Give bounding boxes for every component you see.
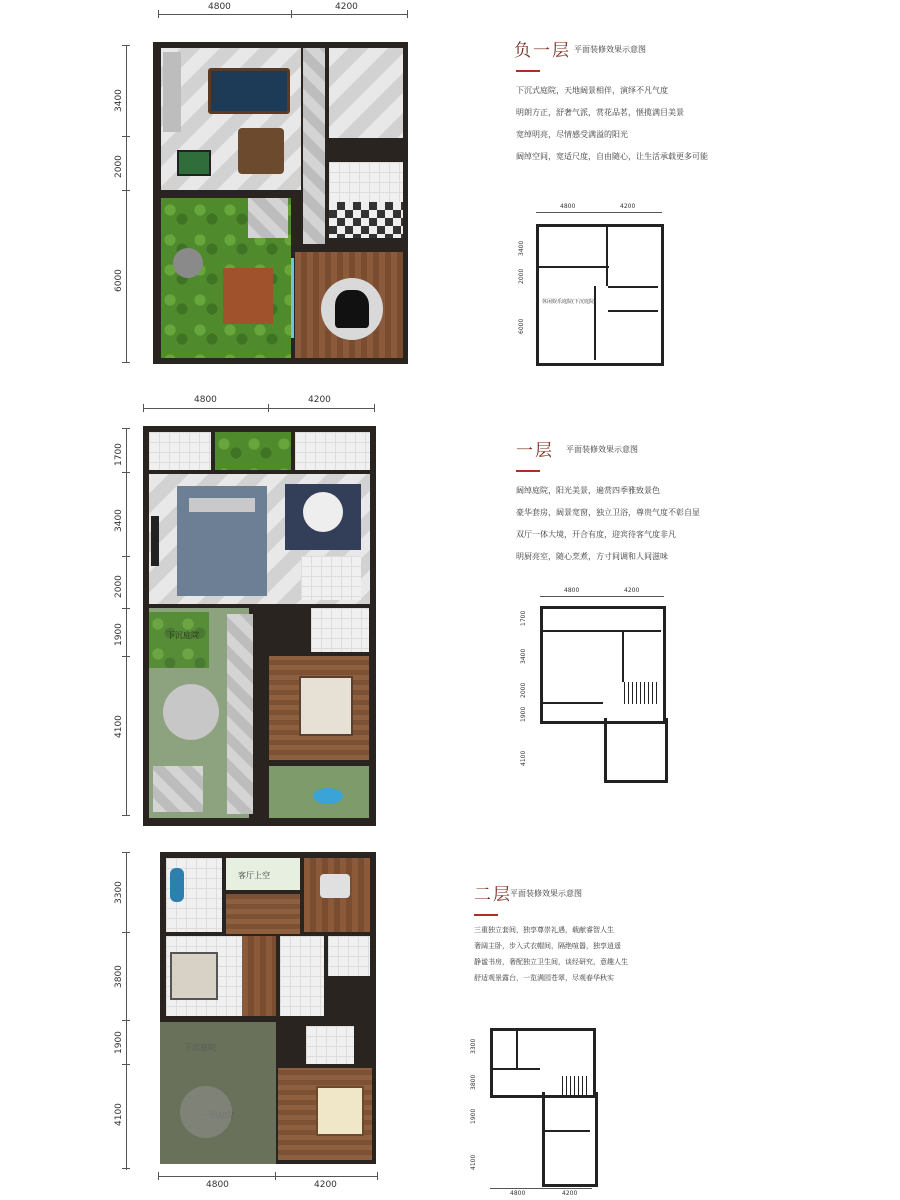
f2-floor-plan-lower <box>160 1022 376 1164</box>
f1-mini-side-dim-4: 1900 <box>520 706 527 722</box>
tv-cabinet-icon <box>151 516 159 566</box>
f2-wardrobe <box>242 936 276 1016</box>
b1-side-dim-1: 3400 <box>114 89 124 112</box>
f1-side-dim-5: 4100 <box>114 715 124 738</box>
f1-mini-outline-lower <box>604 718 668 783</box>
f2-bottom-dim-2: 4200 <box>314 1180 337 1190</box>
f1-subtitle: 平面装修效果示意图 <box>566 445 638 454</box>
f2-desc-line: 三重独立套间，独享尊崇礼遇，载献睿智人生 <box>474 926 614 934</box>
billiard-table-icon <box>208 68 290 114</box>
f1-mini-plan <box>516 586 676 786</box>
b1-garden-path <box>248 198 288 238</box>
b1-desc-line: 宽绰明亮，尽情感受满溢的阳光 <box>516 130 628 139</box>
garden-circle-icon <box>163 684 219 740</box>
b1-desc-line: 阔绰空间，宽适尺度，自由随心，让生活承载更多可能 <box>516 152 708 161</box>
b1-glass-door <box>291 258 294 338</box>
card-table-icon <box>238 128 284 174</box>
desk-icon <box>320 874 350 898</box>
f2-side-dim-2: 3800 <box>114 965 124 988</box>
f1-kitchen <box>295 432 370 470</box>
f1-desc <box>516 480 700 568</box>
f2-bottom-dim-1: 4800 <box>206 1180 229 1190</box>
f1-side-dim-2: 3400 <box>114 509 124 532</box>
bed-icon <box>316 1086 364 1136</box>
f1-guest-bath <box>311 608 369 652</box>
b1-desc-line: 明朗方正，舒奢气派，赏花品茗，惬揽满目美景 <box>516 108 684 117</box>
f2-bath-2 <box>328 936 370 976</box>
f1-top-dim-1: 4800 <box>194 395 217 405</box>
f2-bath-3 <box>306 1026 354 1064</box>
b1-mini-top-dim-1: 4800 <box>560 203 576 210</box>
b1-mini-top-dim-2: 4200 <box>620 203 636 210</box>
b1-top-dim-2: 4200 <box>335 2 358 12</box>
f1-top-dim-2: 4200 <box>308 395 331 405</box>
f1-mini-side-dim-3: 2000 <box>520 682 527 698</box>
b1-floor-plan <box>153 42 408 364</box>
pond-icon <box>313 788 343 804</box>
f2-mini-bottom-dim-2: 4200 <box>562 1190 578 1197</box>
f2-red-bar <box>474 914 498 916</box>
f2-desc <box>474 922 628 986</box>
b1-top-dim-line <box>158 14 408 15</box>
f1-mini-outline-upper <box>540 606 666 724</box>
b1-subtitle: 平面装修效果示意图 <box>574 45 646 54</box>
f2-mini-side-dim-3: 1900 <box>470 1108 477 1124</box>
b1-mini-side-dim-2: 2000 <box>518 268 525 284</box>
b1-top-dim-1: 4800 <box>208 2 231 12</box>
f1-mini-side-dim-5: 4100 <box>520 750 527 766</box>
f2-desc-line: 舒适观景露台，一览满园苍翠，尽观春华秋实 <box>474 974 614 982</box>
b1-mini-outline <box>536 224 664 366</box>
f2-mini-side-dim-2: 3800 <box>470 1074 477 1090</box>
f1-desc-line: 豪华套房，阔景宽窗，独立卫浴，尊贵气度不彰自显 <box>516 508 700 517</box>
f1-side-dim-line <box>126 428 127 816</box>
f2-floor-plan-upper <box>160 852 376 1022</box>
b1-desc-line: 下沉式庭院，天地阔景相伴，演绎不凡气度 <box>516 86 668 95</box>
f1-stairs <box>301 556 361 600</box>
f1-mini-top-dim-2: 4200 <box>624 587 640 594</box>
f1-stone-patio <box>153 766 203 812</box>
f1-side-dim-3: 2000 <box>114 575 124 598</box>
f1-desc-line: 双厅一体大境，开合有度，迎宾待客气度非凡 <box>516 530 676 539</box>
f1-mini-top-dim-1: 4800 <box>564 587 580 594</box>
f2-bottom-dim-line <box>158 1176 378 1177</box>
f2-mini-outline-lower <box>542 1092 598 1187</box>
f2-side-dim-4: 4100 <box>114 1103 124 1126</box>
f1-mini-side-dim-1: 1700 <box>520 610 527 626</box>
f1-side-dim-1: 1700 <box>114 443 124 466</box>
f1-desc-line: 明厨亮室，随心烹煮，方寸间调和人间滋味 <box>516 552 668 561</box>
b1-checker-hall <box>329 202 403 238</box>
b1-corridor <box>303 48 325 244</box>
b1-mini-side-dim-1: 3400 <box>518 240 525 256</box>
garden-circle-icon <box>180 1086 232 1138</box>
f2-mini-side-dim-4: 4100 <box>470 1154 477 1170</box>
f1-red-bar <box>516 470 540 472</box>
f1-desc-line: 阔绰庭院，阳光美景，遍赏四季雅致景色 <box>516 486 660 495</box>
b1-stair-room <box>329 48 403 138</box>
bed-icon <box>170 952 218 1000</box>
f1-bathroom <box>149 432 211 470</box>
bathtub-icon <box>170 868 184 902</box>
b1-mini-plan <box>516 200 676 370</box>
f2-sunken-garden-label: 下沉庭院 <box>184 1043 216 1052</box>
f1-garden-path <box>227 614 253 814</box>
b1-sofa-icon <box>163 52 181 132</box>
f2-hall <box>226 894 300 934</box>
b1-mini-label: 休闲娱乐庭院(下沉庭院) <box>542 299 596 305</box>
f1-sunken-garden-label: 下沉庭院 <box>167 631 199 640</box>
f2-mini-side-dim-1: 3300 <box>470 1038 477 1054</box>
f2-title: 二层 <box>474 885 512 905</box>
sofa-icon <box>189 498 255 512</box>
b1-stairs <box>329 162 403 202</box>
garden-deck-icon <box>223 268 273 324</box>
f1-top-dim-line <box>143 408 375 409</box>
garden-seat-icon <box>173 248 203 278</box>
f2-living-void-label: 客厅上空 <box>238 871 270 880</box>
f1-floor-plan <box>143 426 376 826</box>
round-dining-table-icon <box>303 492 343 532</box>
foosball-icon <box>177 150 211 176</box>
f1-title: 一层 <box>516 441 554 461</box>
b1-title: 负一层 <box>514 41 571 61</box>
f2-side-dim-line <box>126 852 127 1170</box>
f2-side-dim-3: 1900 <box>114 1031 124 1054</box>
f1-light-well <box>215 432 291 470</box>
f1-side-dim-4: 1900 <box>114 623 124 646</box>
f2-side-dim-1: 3300 <box>114 881 124 904</box>
f2-ground-garden-label: 一层庭院 <box>202 1111 234 1120</box>
f2-mini-bottom-dim-1: 4800 <box>510 1190 526 1197</box>
piano-icon <box>335 290 369 328</box>
b1-side-dim-3: 6000 <box>114 269 124 292</box>
f2-desc-line: 静谧书房，奢配独立卫生间，谈经研究，意趣人生 <box>474 958 628 966</box>
b1-mini-side-dim-3: 6000 <box>518 318 525 334</box>
bed-icon <box>299 676 353 736</box>
f2-stairs <box>280 936 324 1016</box>
f2-mini-plan <box>466 1020 606 1196</box>
f2-desc-line: 奢阔主卧，步入式衣帽间，隔绝喧嚣，独享逍遥 <box>474 942 621 950</box>
b1-desc <box>516 80 708 168</box>
b1-side-dim-line <box>126 45 127 363</box>
f2-subtitle: 平面装修效果示意图 <box>510 889 582 898</box>
b1-side-dim-2: 2000 <box>114 155 124 178</box>
b1-red-bar <box>516 70 540 72</box>
f1-mini-side-dim-2: 3400 <box>520 648 527 664</box>
